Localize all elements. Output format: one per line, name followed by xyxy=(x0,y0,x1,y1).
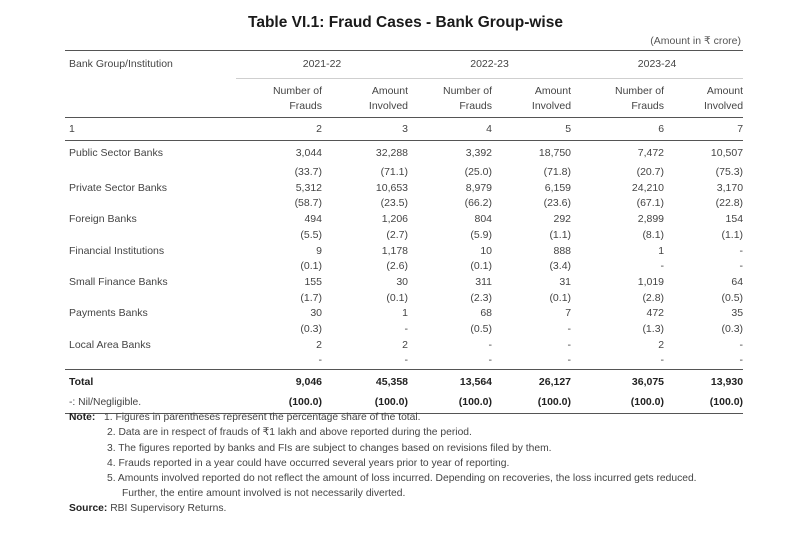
percentage-share: (25.0) xyxy=(464,166,493,178)
amount-involved: - xyxy=(739,244,744,257)
col-header-amount-involved: Amount Involved xyxy=(326,79,408,118)
note-item: Note: 1. Figures in parentheses represent the percentage share of the total. xyxy=(69,410,697,425)
amount-involved: - xyxy=(567,338,572,351)
amount-involved: 1 xyxy=(402,307,409,320)
amount-involved: 2 xyxy=(402,338,409,351)
percentage-share: (8.1) xyxy=(642,228,665,241)
share-row xyxy=(65,196,743,212)
number-of-frauds: 2,899 xyxy=(637,213,665,226)
note-item: 2. Data are in respect of frauds of ₹1 lakh and above reported during the period. xyxy=(107,427,472,439)
number-of-frauds: 8,979 xyxy=(465,181,493,194)
amount-involved: 31 xyxy=(559,275,572,288)
bank-group-name: Local Area Banks xyxy=(69,338,151,351)
note-item: 5. Amounts involved reported do not reflect the amount of loss incurred. Depending on recoveries, the loss incurred gets reduced. xyxy=(107,473,697,485)
percentage-share: - xyxy=(404,323,409,336)
amount-involved: 10,653 xyxy=(375,181,409,194)
number-of-frauds: 472 xyxy=(646,307,665,320)
column-index-row xyxy=(65,118,743,141)
percentage-share: (0.1) xyxy=(549,291,572,304)
amount-involved: 292 xyxy=(553,213,572,226)
amount-involved: 154 xyxy=(725,213,744,226)
percentage-share: - xyxy=(567,323,572,336)
percentage-share: - xyxy=(660,354,665,367)
source-line: Source: RBI Supervisory Returns. xyxy=(69,503,227,515)
share-row xyxy=(65,322,743,338)
percentage-share: (1.1) xyxy=(721,228,744,241)
col-header-amount-involved: Amount Involved xyxy=(496,79,571,118)
amount-involved: 64 xyxy=(731,275,744,288)
total-label: Total xyxy=(65,370,236,395)
number-of-frauds: 311 xyxy=(475,275,493,288)
percentage-share: - xyxy=(739,260,744,273)
total-share: (100.0) xyxy=(668,394,743,414)
amount-unit-note: (Amount in ₹ crore) xyxy=(650,35,741,47)
number-of-frauds: 155 xyxy=(304,275,322,288)
column-index: 3 xyxy=(326,118,408,141)
amount-involved: 7 xyxy=(565,307,572,320)
number-of-frauds: 10 xyxy=(480,244,493,257)
number-of-frauds: 24,210 xyxy=(631,181,665,194)
column-index: 4 xyxy=(408,118,496,141)
amount-involved: 30 xyxy=(396,275,409,288)
bank-group-name: Financial Institutions xyxy=(69,244,165,257)
source-label: Source: xyxy=(69,503,108,515)
number-of-frauds: 2 xyxy=(316,338,322,351)
amount-involved: 6,159 xyxy=(544,181,572,194)
header-year-row xyxy=(65,51,743,79)
total-row xyxy=(65,370,743,395)
percentage-share: (1.3) xyxy=(642,323,665,336)
amount-involved: 10,507 xyxy=(710,147,744,159)
column-index: 6 xyxy=(571,118,668,141)
number-of-frauds: 68 xyxy=(480,307,493,320)
percentage-share: (0.1) xyxy=(300,260,322,273)
percentage-share: (2.6) xyxy=(386,260,409,273)
header-subcolumn-row xyxy=(65,79,743,118)
number-of-frauds: 494 xyxy=(304,213,322,226)
percentage-share: - xyxy=(318,354,322,367)
percentage-share: (66.2) xyxy=(464,197,493,210)
percentage-share: (2.7) xyxy=(386,228,409,241)
number-of-frauds: 7,472 xyxy=(637,147,665,159)
col-header-number-of-frauds: Number of Frauds xyxy=(236,79,326,118)
percentage-share: (1.1) xyxy=(549,228,572,241)
percentage-share: (67.1) xyxy=(636,197,665,210)
amount-involved: 32,288 xyxy=(375,147,409,159)
share-row xyxy=(65,165,743,181)
percentage-share: (0.1) xyxy=(386,291,409,304)
number-of-frauds: 3,392 xyxy=(465,147,493,159)
percentage-share: (0.5) xyxy=(470,323,493,336)
col-header-amount-involved: Amount Involved xyxy=(668,79,743,118)
percentage-share: (33.7) xyxy=(294,166,322,178)
bank-group-name: Public Sector Banks xyxy=(69,147,163,159)
amount-involved: 1,178 xyxy=(381,244,409,257)
year-header-2023-24: 2023-24 xyxy=(571,51,743,79)
share-row xyxy=(65,259,743,275)
fraud-cases-table xyxy=(65,50,743,414)
nil-legend: -: Nil/Negligible. xyxy=(69,397,142,408)
percentage-share: (2.8) xyxy=(642,291,665,304)
amount-involved: 18,750 xyxy=(538,147,572,159)
percentage-share: (75.3) xyxy=(715,166,744,178)
number-of-frauds: 2 xyxy=(658,338,665,351)
number-of-frauds: - xyxy=(488,338,493,351)
percentage-share: (0.1) xyxy=(470,260,493,273)
percentage-share: (5.5) xyxy=(300,228,322,241)
percentage-share: (71.1) xyxy=(380,166,409,178)
number-of-frauds: 3,044 xyxy=(295,147,322,159)
table-row xyxy=(65,275,743,291)
total-value: 26,127 xyxy=(496,370,571,395)
percentage-share: (20.7) xyxy=(636,166,665,178)
share-row xyxy=(65,353,743,369)
total-share: (100.0) xyxy=(408,394,496,414)
note-label: Note: xyxy=(69,412,96,424)
percentage-share: - xyxy=(488,354,493,367)
total-value: 13,564 xyxy=(408,370,496,395)
table-row xyxy=(65,141,743,166)
percentage-share: - xyxy=(567,354,572,367)
percentage-share: (1.7) xyxy=(300,291,322,304)
total-share: (100.0) xyxy=(496,394,571,414)
total-value: 45,358 xyxy=(326,370,408,395)
bank-group-name: Private Sector Banks xyxy=(69,181,168,194)
year-header-2021-22: 2021-22 xyxy=(236,51,408,79)
percentage-share: (71.8) xyxy=(543,166,572,178)
number-of-frauds: 1,019 xyxy=(637,275,665,288)
amount-involved: 35 xyxy=(731,307,744,320)
note-item-continued: Further, the entire amount involved is not necessarily diverted. xyxy=(122,488,406,500)
amount-involved: 1,206 xyxy=(381,213,409,226)
percentage-share: - xyxy=(404,354,409,367)
table-row xyxy=(65,306,743,322)
percentage-share: - xyxy=(739,354,744,367)
note-item: 3. The figures reported by banks and FIs are subject to changes based on revisions filed by them. xyxy=(107,442,552,454)
percentage-share: (0.5) xyxy=(721,291,744,304)
table-row xyxy=(65,181,743,197)
bank-group-name: Foreign Banks xyxy=(69,213,137,226)
table-row xyxy=(65,212,743,228)
bank-group-name: Small Finance Banks xyxy=(69,275,168,288)
percentage-share: (0.3) xyxy=(721,323,744,336)
percentage-share: (3.4) xyxy=(549,260,572,273)
total-value: 36,075 xyxy=(571,370,668,395)
column-index: 5 xyxy=(496,118,571,141)
column-index: 2 xyxy=(236,118,326,141)
total-share: (100.0) xyxy=(326,394,408,414)
col-header-number-of-frauds: Number of Frauds xyxy=(408,79,496,118)
column-index: 7 xyxy=(668,118,743,141)
total-share: (100.0) xyxy=(571,394,668,414)
share-row xyxy=(65,228,743,244)
percentage-share: (22.8) xyxy=(715,197,744,210)
percentage-share: (23.6) xyxy=(543,197,572,210)
percentage-share: (2.3) xyxy=(470,291,493,304)
percentage-share: (23.5) xyxy=(380,197,409,210)
percentage-share: (58.7) xyxy=(294,197,322,210)
col-header-number-of-frauds: Number of Frauds xyxy=(571,79,668,118)
total-value: 13,930 xyxy=(668,370,743,395)
column-index: 1 xyxy=(65,118,236,141)
group-column-header: Bank Group/Institution xyxy=(65,51,236,79)
table-title: Table VI.1: Fraud Cases - Bank Group-wise xyxy=(248,14,563,31)
table-notes xyxy=(69,395,697,517)
table-row xyxy=(65,338,743,354)
amount-involved: - xyxy=(739,338,744,351)
number-of-frauds: 30 xyxy=(310,307,322,320)
percentage-share: (5.9) xyxy=(470,228,493,241)
year-header-2022-23: 2022-23 xyxy=(408,51,571,79)
number-of-frauds: 9 xyxy=(316,244,322,257)
total-value: 9,046 xyxy=(236,370,326,395)
note-item: 4. Frauds reported in a year could have occurred several years prior to year of reporting. xyxy=(107,457,510,469)
number-of-frauds: 804 xyxy=(474,213,493,226)
share-row xyxy=(65,291,743,307)
percentage-share: - xyxy=(660,260,665,273)
amount-involved: 888 xyxy=(553,244,572,257)
number-of-frauds: 1 xyxy=(658,244,665,257)
table-body xyxy=(65,141,743,370)
number-of-frauds: 5,312 xyxy=(295,181,322,194)
total-share: (100.0) xyxy=(236,394,326,414)
table-row xyxy=(65,244,743,260)
amount-involved: 3,170 xyxy=(716,181,744,194)
percentage-share: (0.3) xyxy=(300,323,322,336)
bank-group-name: Payments Banks xyxy=(69,307,148,320)
